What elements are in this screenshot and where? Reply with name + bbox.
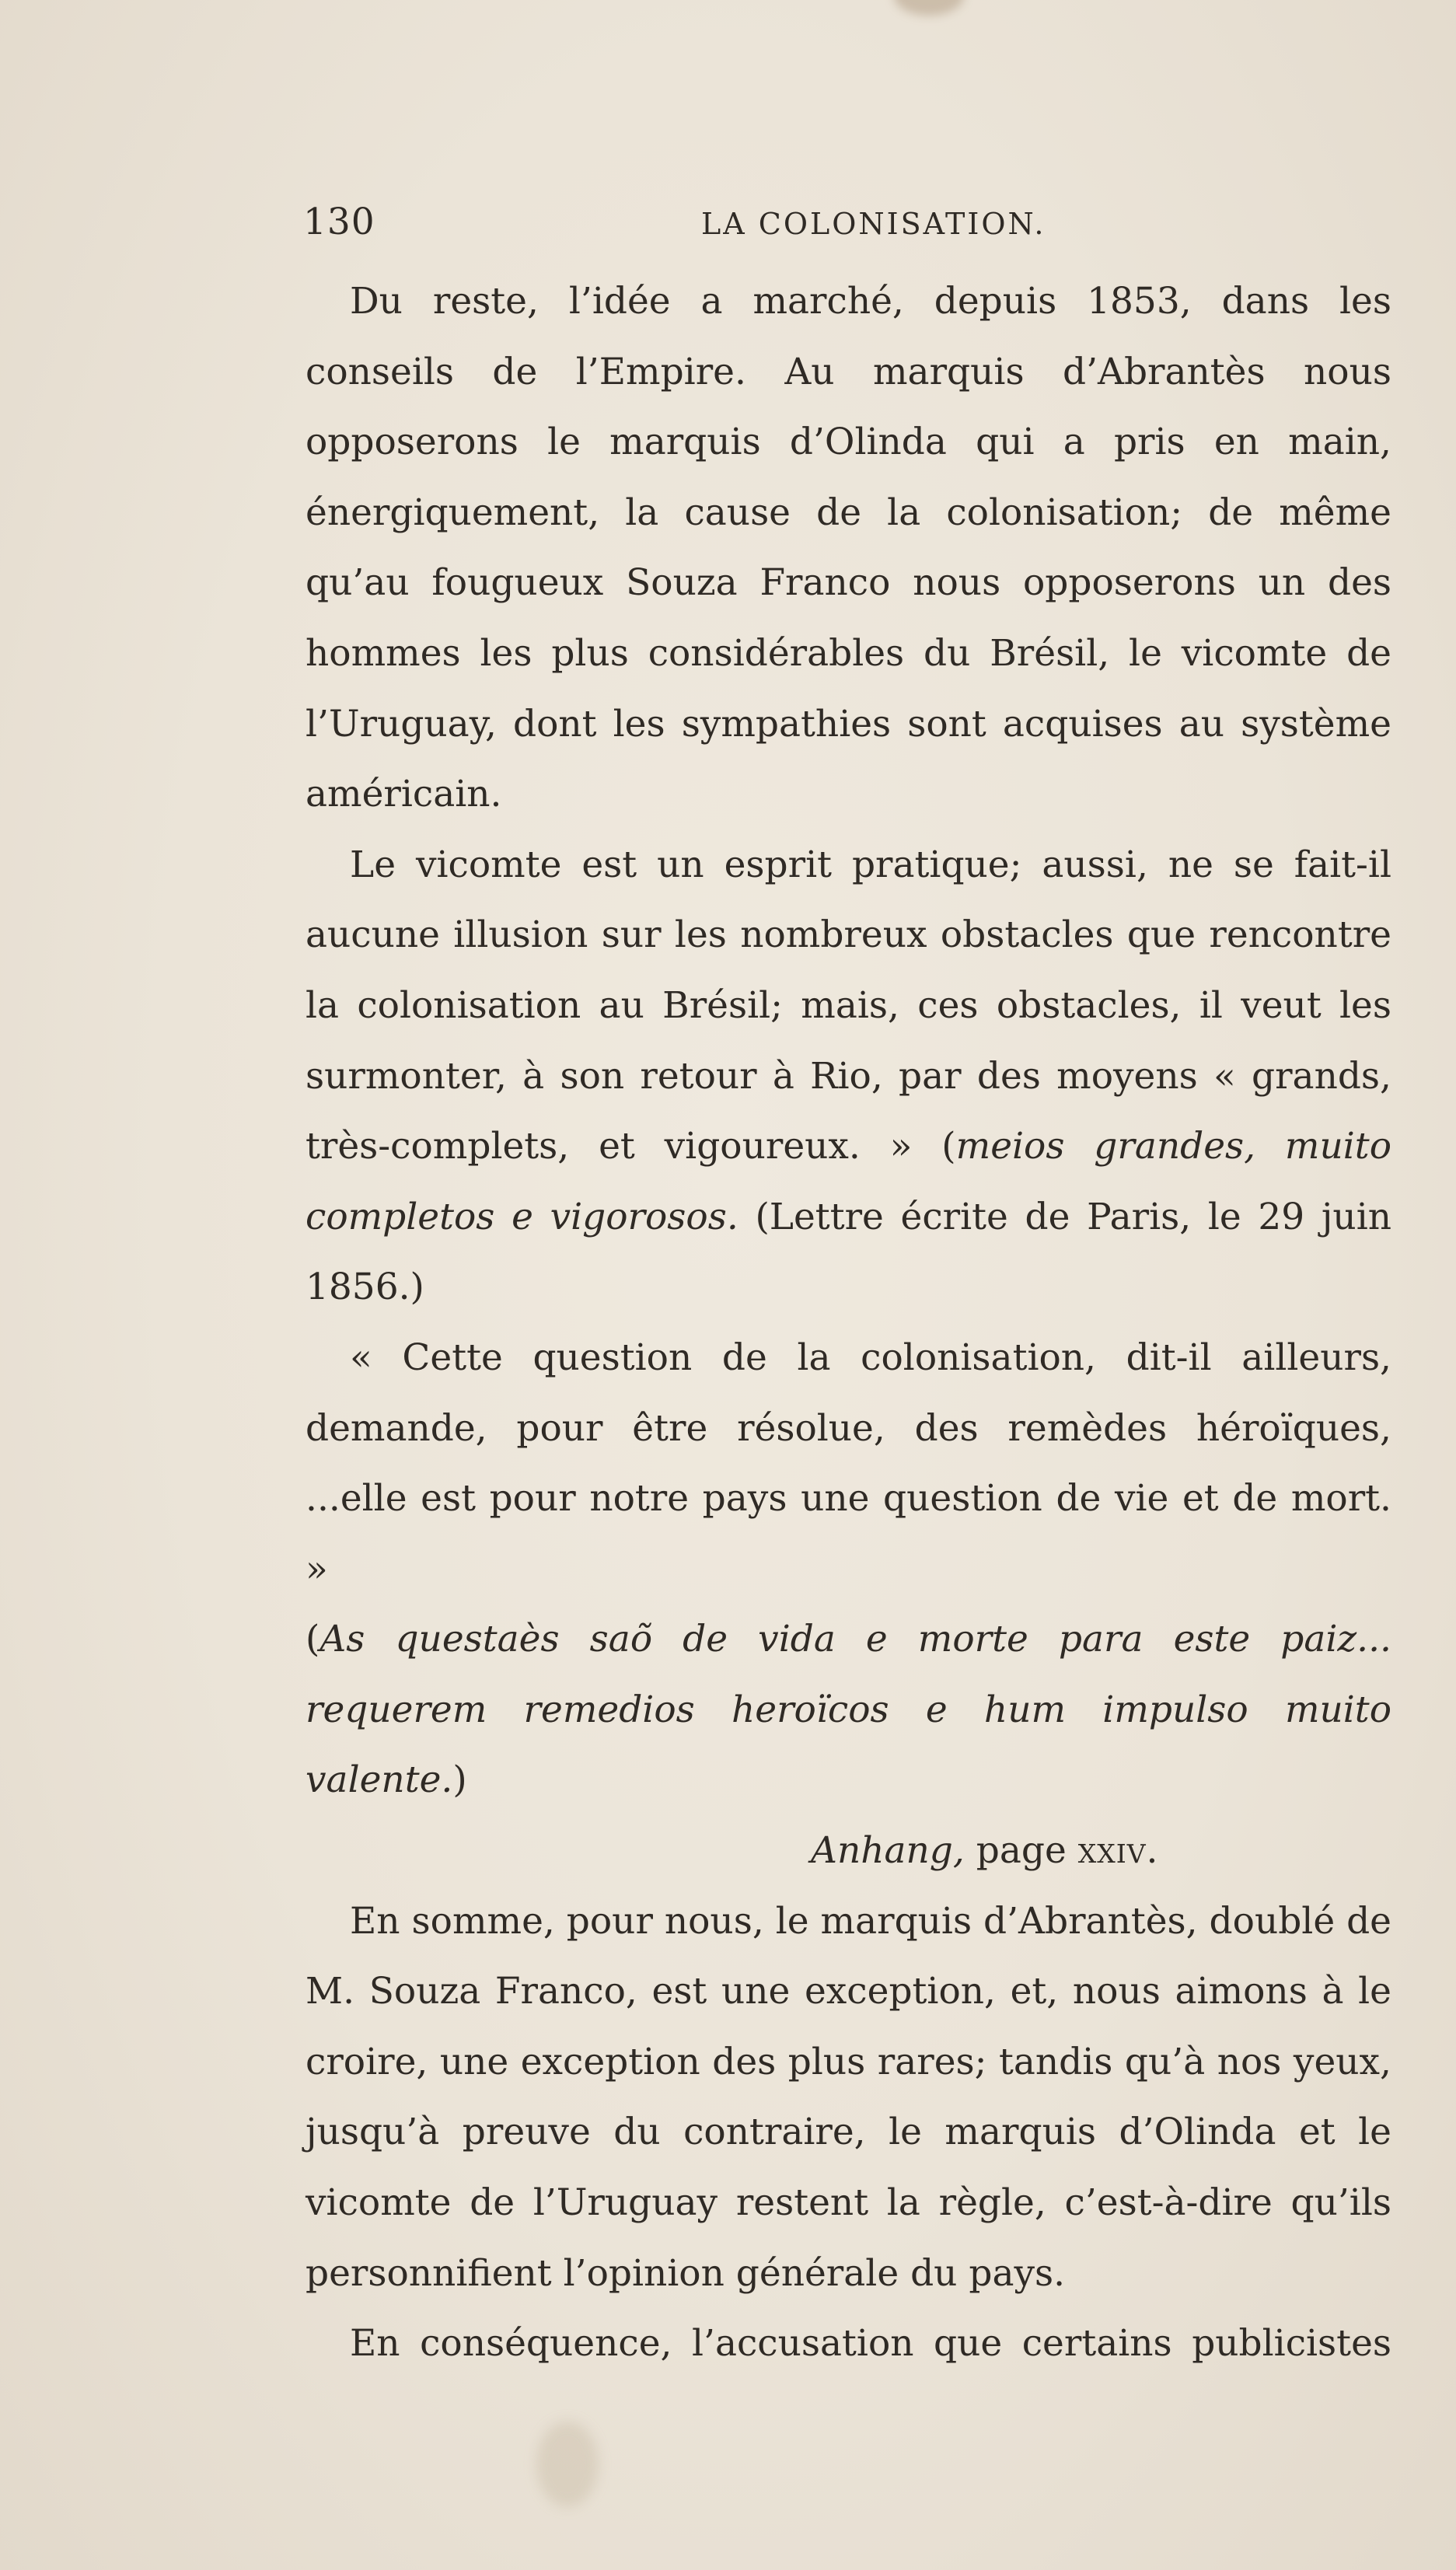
page-number: 130 xyxy=(303,201,375,243)
running-head: LA COLONISATION. xyxy=(701,207,1046,241)
source-title: Anhang, xyxy=(811,1829,965,1873)
paren-open: ( xyxy=(306,1618,320,1661)
source-page-number: xxiv. xyxy=(1077,1829,1159,1873)
paren-close: ) xyxy=(452,1758,467,1802)
paper-stain xyxy=(894,0,964,16)
paragraph-text: (Lettre écrite de Paris, le 29 juin 1856.) xyxy=(306,1195,1391,1309)
portuguese-quote xyxy=(306,1605,1391,1816)
page-body xyxy=(306,267,1391,2380)
paragraph: Du reste, l’idée a marché, depuis 1853, dans les conseils de l’Empire. Au marquis d’Abrantès nous opposerons le marquis d’Olinda qui a pris en main, énergiquement, la cause de la colonisation; de même qu’au fougueux Souza Franco nous opposerons un des hommes les plus considérables du Brésil, le vicomte de l’Uruguay, dont les sympathies sont acquises au système américain. xyxy=(306,280,1391,816)
italic-portuguese-quote: meios grandes, muito completos e vigorosos. xyxy=(306,1125,1391,1238)
paragraph: En conséquence, l’accusation que certains publicistes xyxy=(350,2322,1391,2366)
paragraph-text: Le vicomte est un esprit pratique; aussi, ne se fait-il aucune illusion sur les nombreux obstacles que rencontre la colonisation au Brésil; mais, ces obstacles, il veut les surmonter, à son retour à Rio, par des moyens « grands, très-complets, et vigoureux. » ( xyxy=(306,843,1391,1168)
source-attribution xyxy=(306,1816,1391,1887)
source-text: page xyxy=(964,1829,1078,1873)
paragraph: En somme, pour nous, le marquis d’Abrantès, doublé de M. Souza Franco, est une exception, et, nous aimons à le croire, une exception des plus rares; tandis qu’à nos yeux, jusqu’à preuve du contraire, le marquis d’Olinda et le vicomte de l’Uruguay restent la règle, c’est-à-dire qu’ils personnifient l’opinion générale du pays. xyxy=(306,1899,1391,2295)
paper-stain xyxy=(536,2422,599,2507)
paragraph: « Cette question de la colonisation, dit-il ailleurs, demande, pour être résolue, des remèdes héroïques, ...elle est pour notre pays une question de vie et de mort. » xyxy=(306,1336,1391,1591)
paragraph xyxy=(306,830,1391,1323)
italic-portuguese-quote: As questaès saõ de vida e morte para este paiz... requerem remedios heroïcos e hum impulso muito valente. xyxy=(306,1618,1391,1802)
page-header xyxy=(303,201,1391,263)
